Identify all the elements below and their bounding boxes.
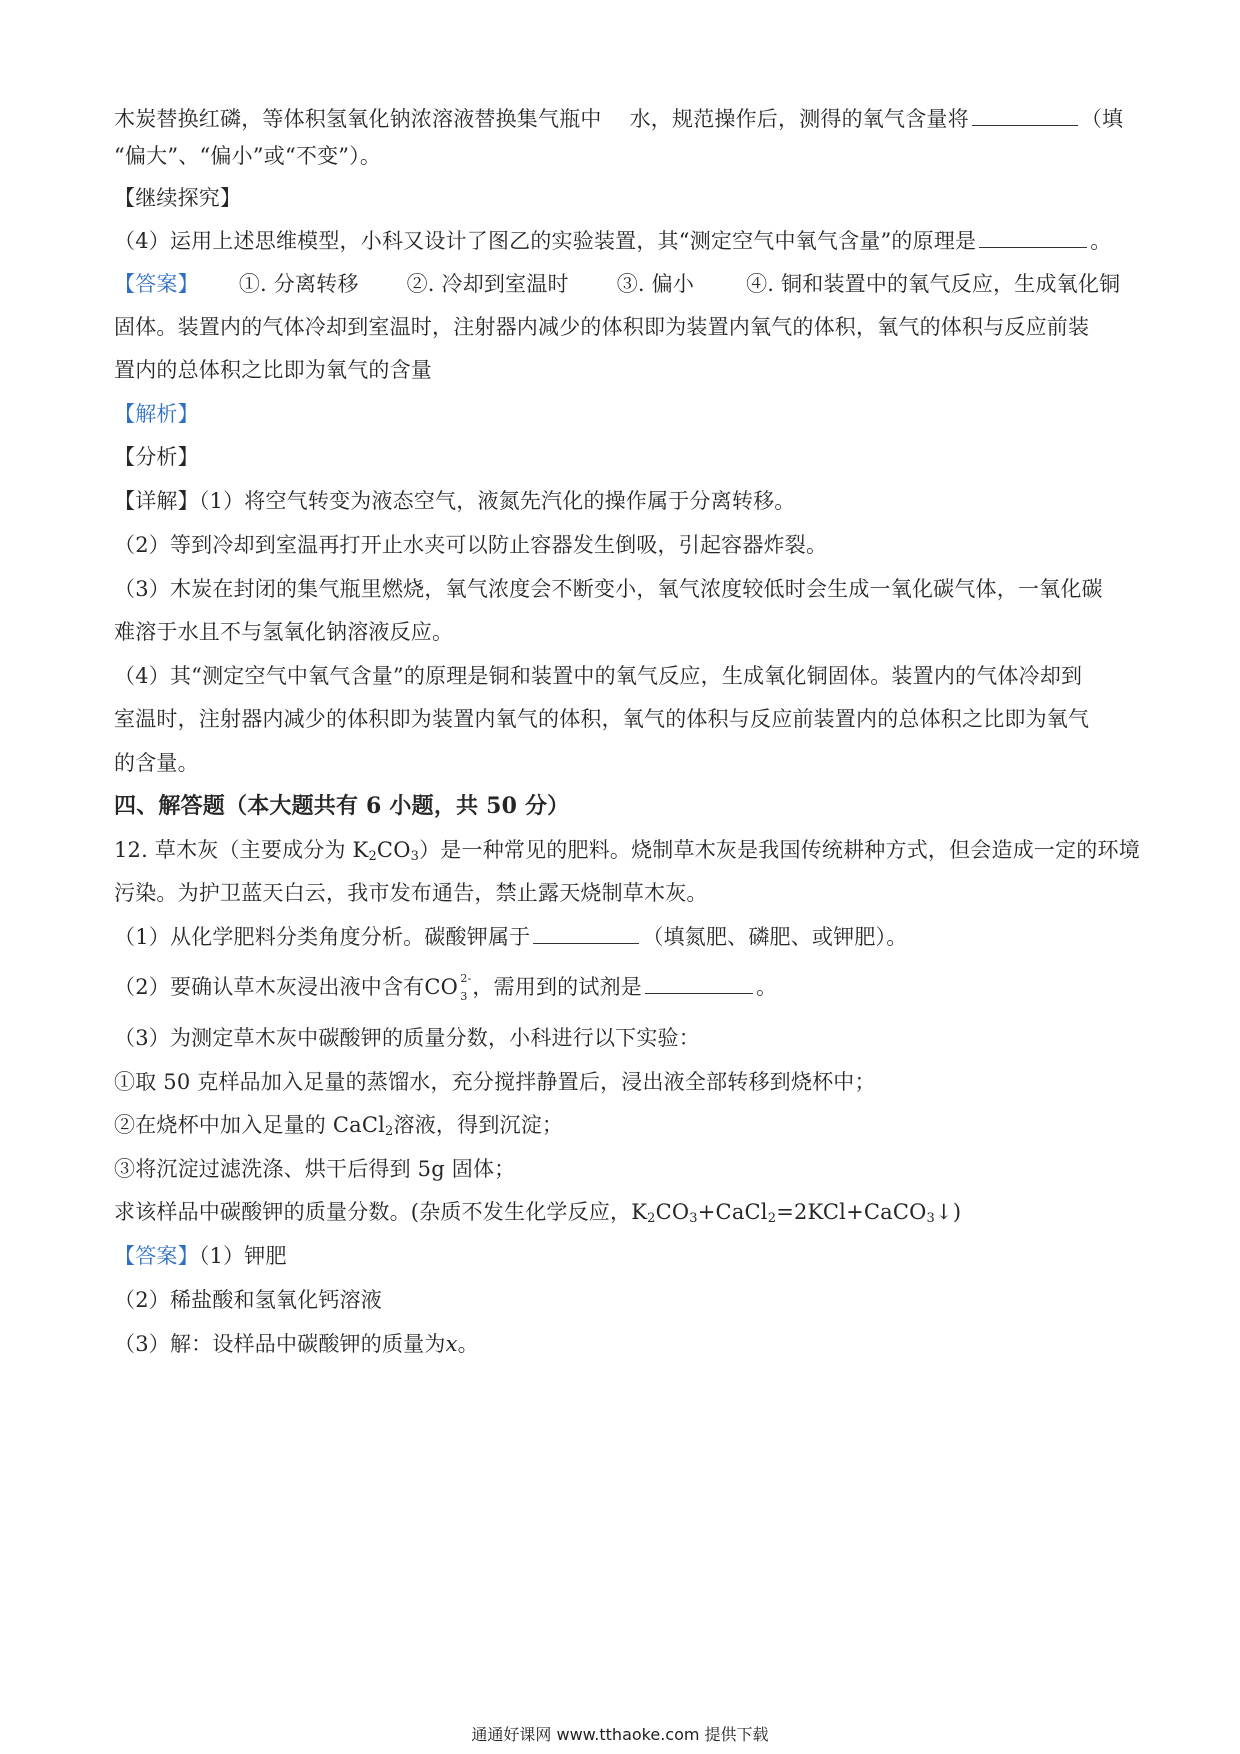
answer-line bbox=[114, 269, 1130, 299]
subscript: 3 bbox=[926, 1211, 936, 1226]
answer-blank[interactable] bbox=[533, 923, 639, 944]
text-line bbox=[114, 312, 1130, 342]
text-fragment: 污染。为护卫蓝天白云，我市发布通告，禁止露天烧制草木灰。 bbox=[114, 881, 708, 905]
xiangjie-tag: 【详解】 bbox=[114, 489, 199, 513]
subscript: 3 bbox=[460, 990, 468, 1003]
text-fragment: 置内的总体积之比即为氧气的含量 bbox=[114, 358, 432, 382]
text-fragment: 求该样品中碳酸钾的质量分数。(杂质不发生化学反应，K bbox=[114, 1200, 648, 1224]
question-line bbox=[114, 878, 1130, 908]
text-fragment: 。 bbox=[457, 1332, 479, 1356]
text-fragment: （3）木炭在封闭的集气瓶里燃烧，氧气浓度会不断变小，氧气浓度较低时会生成一氧化碳气体，一氧化碳 bbox=[114, 577, 1103, 601]
answer-tag: 【答案】 bbox=[114, 272, 199, 296]
text-fragment: ）是一种常见的肥料。烧制草木灰是我国传统耕种方式，但会造成一定的环境 bbox=[419, 838, 1140, 862]
text-fragment: ↓) bbox=[935, 1200, 962, 1224]
text-fragment: （1）将空气转变为液态空气，液氮先汽化的操作属于分离转移。 bbox=[198, 489, 796, 513]
jiexi-tag: 【解析】 bbox=[114, 402, 199, 426]
section-label bbox=[114, 183, 1130, 213]
text-line bbox=[114, 574, 1130, 604]
superscript: 2- bbox=[460, 972, 472, 985]
answer-item: ②. 冷却到室温时 bbox=[406, 272, 569, 296]
text-fragment: +CaCl bbox=[697, 1200, 768, 1224]
answer-blank[interactable] bbox=[645, 973, 753, 994]
answer-item: ①. 分离转移 bbox=[238, 272, 359, 296]
text-fragment: ③将沉淀过滤洗涤、烘干后得到 5g 固体； bbox=[114, 1157, 516, 1181]
answer-item: （2）稀盐酸和氢氧化钙溶液 bbox=[114, 1288, 382, 1312]
fenxi-tag: 【分析】 bbox=[114, 445, 199, 469]
text-fragment: 木炭替换红磷，等体积氢氧化钠浓溶液替换集气瓶中 bbox=[114, 107, 602, 131]
text-line bbox=[114, 486, 1130, 516]
subscript: 2 bbox=[368, 849, 377, 864]
text-fragment: （4）其“测定空气中氧气含量”的原理是铜和装置中的氧气反应，生成氧化铜固体。装置内的气体冷却到 bbox=[114, 664, 1083, 688]
text-fragment: （填氮肥、磷肥、或钾肥）。 bbox=[642, 925, 908, 949]
page-footer bbox=[0, 1724, 1240, 1746]
answer-item: ④. 铜和装置中的氧气反应，生成氧化铜 bbox=[746, 272, 1121, 296]
section-label bbox=[114, 442, 1130, 472]
subscript: 2 bbox=[385, 1124, 394, 1139]
question-line bbox=[114, 972, 1130, 1002]
answer-line bbox=[114, 1285, 1130, 1315]
text-line bbox=[114, 661, 1130, 691]
subscript: 2 bbox=[647, 1211, 656, 1226]
text-fragment: （2）要确认草木灰浸出液中含有 bbox=[114, 975, 425, 999]
text-fragment: CO bbox=[655, 1200, 690, 1224]
text-fragment: （1）从化学肥料分类角度分析。碳酸钾属于 bbox=[114, 925, 531, 949]
answer-tag: 【答案】 bbox=[114, 1244, 199, 1268]
text-fragment: 的含量。 bbox=[114, 751, 199, 775]
text-fragment: （2）等到冷却到室温再打开止水夹可以防止容器发生倒吸，引起容器炸裂。 bbox=[114, 533, 828, 557]
step-line bbox=[114, 1110, 1130, 1147]
text-fragment: ①取 50 克样品加入足量的蒸馏水，充分搅拌静置后，浸出液全部转移到烧杯中； bbox=[114, 1070, 876, 1094]
text-fragment: 溶液，得到沉淀； bbox=[393, 1113, 564, 1137]
text-fragment: 室温时，注射器内减少的体积即为装置内氧气的体积，氧气的体积与反应前装置内的总体积之比即为氧气 bbox=[114, 707, 1090, 731]
text-line bbox=[114, 104, 1130, 134]
text-line bbox=[114, 226, 1130, 256]
variable-x: x bbox=[445, 1332, 458, 1356]
continue-explore-label: 【继续探究】 bbox=[114, 186, 242, 210]
answer-blank[interactable] bbox=[979, 227, 1087, 248]
step-line bbox=[114, 1154, 1130, 1184]
step-line bbox=[114, 1067, 1130, 1097]
answer-line bbox=[114, 1329, 1130, 1359]
section-heading bbox=[114, 791, 1130, 821]
text-line bbox=[114, 704, 1130, 734]
text-fragment: （3）解：设样品中碳酸钾的质量为 bbox=[114, 1332, 446, 1356]
text-fragment: CO bbox=[376, 838, 411, 862]
text-fragment: 12. 草木灰（主要成分为 K bbox=[114, 838, 369, 862]
text-fragment: =2KCl+CaCO bbox=[776, 1200, 927, 1224]
text-fragment: 。 bbox=[755, 975, 778, 999]
question-line bbox=[114, 835, 1140, 872]
text-fragment: ，需用到的试剂是 bbox=[472, 975, 642, 999]
answer-item: ③. 偏小 bbox=[616, 272, 695, 296]
text-line bbox=[114, 748, 1130, 778]
text-fragment: “偏大”、“偏小”或“不变”）。 bbox=[114, 144, 382, 168]
text-fragment: （4）运用上述思维模型，小科又设计了图乙的实验装置，其“测定空气中氧气含量”的原理是 bbox=[114, 229, 977, 253]
text-fragment: 。 bbox=[1090, 229, 1112, 253]
text-fragment: 固体。装置内的气体冷却到室温时，注射器内减少的体积即为装置内氧气的体积，氧气的体积与反应前装 bbox=[114, 315, 1090, 339]
subscript: 2 bbox=[767, 1211, 777, 1226]
question-line bbox=[114, 1023, 1130, 1053]
subscript: 3 bbox=[410, 849, 420, 864]
text-fragment: （填 bbox=[1080, 107, 1124, 131]
text-fragment: （3）为测定草木灰中碳酸钾的质量分数，小科进行以下实验： bbox=[114, 1026, 700, 1050]
text-line bbox=[114, 530, 1130, 560]
question-line bbox=[114, 1197, 1130, 1234]
answer-item: （1）钾肥 bbox=[198, 1244, 287, 1268]
footer-text: 通通好课网 www.tthaoke.com 提供下载 bbox=[471, 1725, 769, 1744]
text-fragment: 难溶于水且不与氢氧化钠溶液反应。 bbox=[114, 620, 454, 644]
subscript: 3 bbox=[689, 1211, 698, 1226]
carbonate-ion bbox=[424, 972, 472, 1002]
text-fragment: ②在烧杯中加入足量的 CaCl bbox=[114, 1113, 386, 1137]
text-line bbox=[114, 141, 1130, 171]
text-fragment: 水，规范操作后，测得的氧气含量将 bbox=[629, 107, 969, 131]
analysis-label bbox=[114, 399, 1130, 429]
answer-blank[interactable] bbox=[972, 105, 1078, 126]
ion-symbol: CO bbox=[424, 975, 459, 999]
answer-line bbox=[114, 1241, 1130, 1271]
text-line bbox=[114, 617, 1130, 647]
section-title: 四、解答题（本大题共有 6 小题，共 50 分） bbox=[114, 793, 570, 819]
question-line bbox=[114, 922, 1130, 952]
text-line bbox=[114, 355, 1130, 385]
